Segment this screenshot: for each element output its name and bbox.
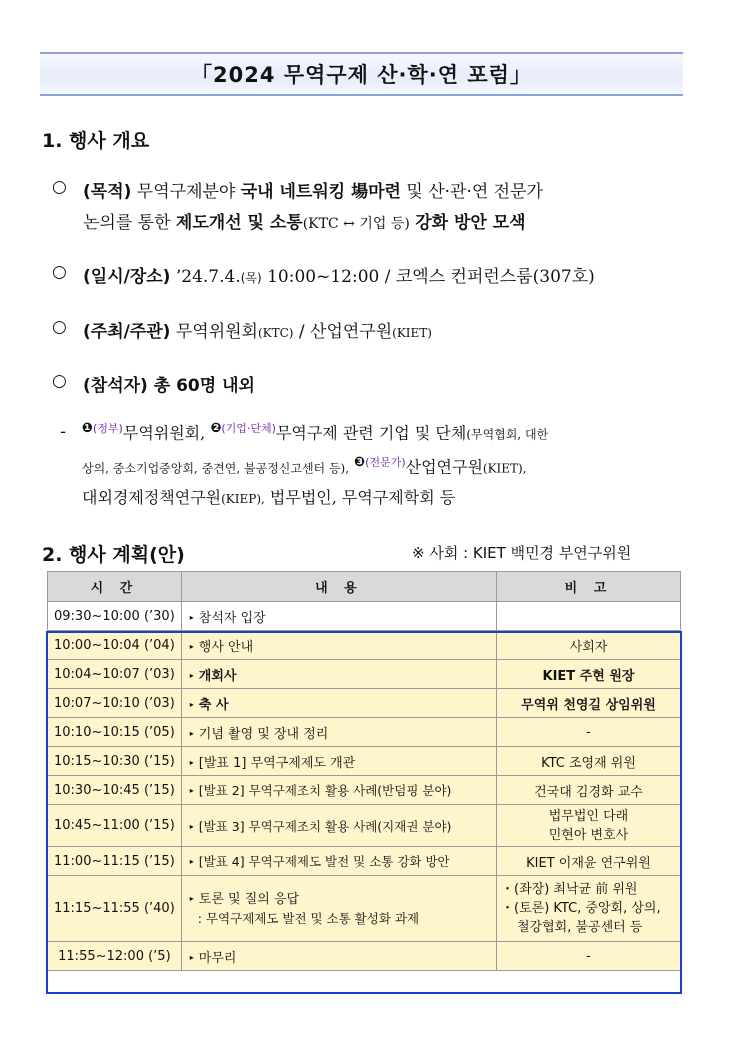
detail-line3 xyxy=(82,485,455,508)
table-row xyxy=(48,805,681,847)
row-content-text: 기념 촬영 및 장내 정리 xyxy=(198,726,329,742)
row-content xyxy=(181,689,496,718)
row-time: 10:10~10:15 (’05) xyxy=(48,718,182,747)
purpose-line2-b: (KTC ↔ 기업 등) xyxy=(302,216,410,232)
bullet-circle-icon: ○ xyxy=(52,317,67,337)
table-row xyxy=(48,602,681,631)
row-time: 10:00~10:04 (’04) xyxy=(48,631,182,660)
schedule-line xyxy=(83,262,595,287)
row-content xyxy=(181,718,496,747)
section2-heading: 2. 행사 계획(안) xyxy=(42,544,185,566)
triangle-bullet-icon: ▸ xyxy=(189,612,194,622)
row-remark: KIET 주현 원장 xyxy=(497,660,681,689)
host-org1-abbr: (KTC) xyxy=(257,326,294,340)
row-remark: KIET 이재윤 연구위원 xyxy=(497,847,681,876)
purpose-bold3: 강화 방안 모색 xyxy=(415,213,526,233)
triangle-bullet-icon: ▸ xyxy=(189,670,194,680)
triangle-bullet-icon: ▸ xyxy=(189,952,194,962)
table-row xyxy=(48,660,681,689)
triangle-bullet-icon: ▸ xyxy=(189,641,194,651)
table-row xyxy=(48,776,681,805)
schedule-date: ’24.7.4. xyxy=(175,267,241,287)
triangle-bullet-icon: ▸ xyxy=(189,699,194,709)
table-row xyxy=(48,689,681,718)
attendees-line xyxy=(83,371,255,396)
row-content-text: 행사 안내 xyxy=(198,639,254,655)
row-remark: 사회자 xyxy=(497,631,681,660)
schedule-weekday: (목) xyxy=(240,271,262,285)
host-org1: 무역위원회 xyxy=(175,322,258,342)
row-time: 10:07~10:10 (’03) xyxy=(48,689,182,718)
col-remark-header: 비 고 xyxy=(497,572,681,602)
schedule-label: (일시/장소) xyxy=(83,267,171,287)
detail-dash: - xyxy=(60,422,67,442)
row-time: 10:30~10:45 (’15) xyxy=(48,776,182,805)
triangle-bullet-icon: ▸ xyxy=(189,757,194,767)
row-time: 09:30~10:00 (’30) xyxy=(48,602,182,631)
purpose-text2: 및 산·관·연 전문가 xyxy=(406,182,543,202)
row-remark: - xyxy=(497,718,681,747)
purpose-line1 xyxy=(83,177,543,202)
purpose-line2 xyxy=(83,208,526,233)
number-2-icon: ❷ xyxy=(210,421,222,436)
table-header-row xyxy=(48,572,681,602)
detail-line2-small: 상의, 중소기업중앙회, 중견연, 불공정신고센터 등), xyxy=(82,461,350,476)
triangle-bullet-icon: ▸ xyxy=(189,786,194,795)
tag-biz: (기업·단체) xyxy=(221,422,276,435)
row-remark-line1: ・(좌장) 최낙균 前 위원 xyxy=(501,882,638,897)
col-content-header: 내 용 xyxy=(181,572,496,602)
tag-expert: (전문가) xyxy=(365,456,406,469)
row-remark: - xyxy=(497,942,681,971)
bullet-circle-icon: ○ xyxy=(52,371,67,391)
row-content xyxy=(181,805,496,847)
row-time: 10:45~11:00 (’15) xyxy=(48,805,182,847)
col-time-header: 시 간 xyxy=(48,572,182,602)
row-content-text: 참석자 입장 xyxy=(198,610,266,626)
detail-p2-small: (무역협회, 대한 xyxy=(466,427,549,442)
row-content-text: 토론 및 질의 응답 xyxy=(198,892,300,907)
row-content-text: [발표 2] 무역구제조치 활용 사례(반덤핑 분야) xyxy=(198,783,452,798)
table-row xyxy=(48,847,681,876)
table-row xyxy=(48,718,681,747)
detail-p1: 무역위원회, xyxy=(122,423,206,443)
attendees-text: 총 60명 내외 xyxy=(153,376,255,396)
page-title: 「2024 무역구제 산·학·연 포럼」 xyxy=(191,63,532,87)
row-remark xyxy=(497,805,681,847)
host-label: (주최/주관) xyxy=(83,322,171,342)
table-row xyxy=(48,747,681,776)
row-remark: 건국대 김경화 교수 xyxy=(497,776,681,805)
row-time: 11:00~11:15 (’15) xyxy=(48,847,182,876)
row-content-line1 xyxy=(190,889,490,909)
table-row xyxy=(48,942,681,971)
row-content-text: 마무리 xyxy=(198,950,237,966)
purpose-bold2: 제도개선 및 소통 xyxy=(175,213,303,233)
row-remark-line2: 민현아 변호사 xyxy=(548,827,629,843)
detail-p2: 무역구제 관련 기업 및 단체 xyxy=(275,423,467,443)
bullet-circle-icon: ○ xyxy=(52,177,67,197)
row-remark: 무역위 천영길 상임위원 xyxy=(497,689,681,718)
attendees-label: (참석자) xyxy=(83,376,148,396)
purpose-label: (목적) xyxy=(83,182,132,202)
detail-line3-b: 법무법인, 무역구제학회 등 xyxy=(269,488,456,507)
row-content xyxy=(181,660,496,689)
purpose-bold1: 국내 네트워킹 場마련 xyxy=(240,182,401,202)
row-remark-line2: ・(토론) KTC, 중앙회, 상의, xyxy=(501,901,661,916)
purpose-text1: 무역구제분야 xyxy=(136,182,236,202)
row-content xyxy=(181,942,496,971)
detail-p3-small: (KIET), xyxy=(482,461,527,476)
row-remark-line1: 법무법인 다래 xyxy=(548,808,629,824)
host-sep: / xyxy=(298,322,305,342)
number-3-icon: ❸ xyxy=(354,455,366,470)
row-time: 10:04~10:07 (’03) xyxy=(48,660,182,689)
page-title-banner xyxy=(40,52,683,96)
tag-gov: (정부) xyxy=(93,422,123,435)
row-content xyxy=(181,876,496,942)
row-content-line2: : 무역구제제도 발전 및 소통 활성화 과제 xyxy=(197,911,420,926)
moderator-note: ※ 사회 : KIET 백민경 부연구위원 xyxy=(412,544,632,562)
row-content-text: 축 사 xyxy=(198,697,229,713)
host-org2: 산업연구원 xyxy=(310,322,393,342)
row-content xyxy=(181,631,496,660)
triangle-bullet-icon: ▸ xyxy=(189,728,194,738)
row-remark: KTC 조영재 위원 xyxy=(497,747,681,776)
host-line xyxy=(83,317,432,342)
section1-heading: 1. 행사 개요 xyxy=(42,130,150,152)
row-content-text: [발표 3] 무역구제조치 활용 사례(지재권 분야) xyxy=(198,818,452,834)
row-content-text: [발표 1] 무역구제제도 개관 xyxy=(198,755,356,771)
host-org2-abbr: (KIET) xyxy=(392,326,432,340)
triangle-bullet-icon: ▸ xyxy=(189,821,194,831)
purpose-line2-a: 논의를 통한 xyxy=(83,213,171,233)
triangle-bullet-icon: ▸ xyxy=(189,857,194,866)
table-row xyxy=(48,631,681,660)
detail-line3-a: 대외경제정책연구원 xyxy=(82,488,222,507)
detail-line3-small: (KIEP), xyxy=(221,492,265,506)
number-1-icon: ❶ xyxy=(82,421,94,436)
detail-p3: 산업연구원 xyxy=(405,457,483,477)
row-content xyxy=(181,847,496,876)
bullet-circle-icon: ○ xyxy=(52,262,67,282)
detail-line1 xyxy=(82,420,548,443)
row-content-text: 개회사 xyxy=(198,668,237,684)
row-remark xyxy=(497,602,681,631)
detail-line2 xyxy=(82,454,527,477)
row-content-text: [발표 4] 무역구제제도 발전 및 소통 강화 방안 xyxy=(198,854,450,869)
row-content xyxy=(181,747,496,776)
row-content xyxy=(181,776,496,805)
row-remark xyxy=(497,876,681,942)
triangle-bullet-icon: ▸ xyxy=(189,894,194,903)
row-time: 11:55~12:00 (’5) xyxy=(48,942,182,971)
table-row xyxy=(48,876,681,942)
row-time: 11:15~11:55 (’40) xyxy=(48,876,182,942)
row-remark-line3: 철강협회, 불공센터 등 xyxy=(517,920,643,935)
row-time: 10:15~10:30 (’15) xyxy=(48,747,182,776)
schedule-table xyxy=(47,571,681,971)
schedule-rest: 10:00~12:00 / 코엑스 컨퍼런스룸(307호) xyxy=(267,267,595,287)
row-content xyxy=(181,602,496,631)
